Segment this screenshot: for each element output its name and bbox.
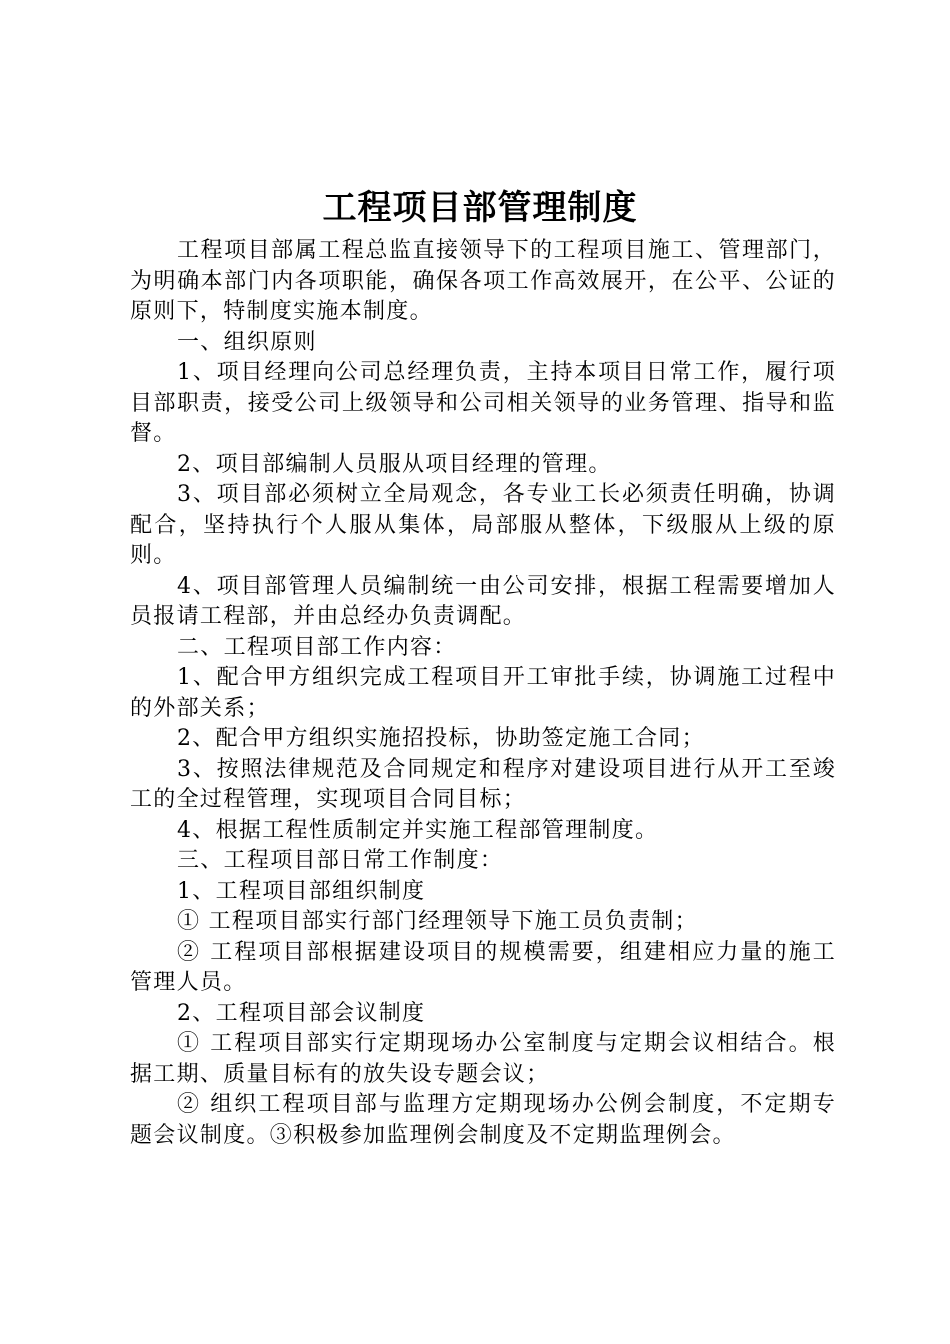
subheading-meeting-rules: 2、工程项目部会议制度 xyxy=(177,1000,426,1026)
intro-paragraph: 工程项目部属工程总监直接领导下的工程项目施工、管理部门，为明确本部门内各项职能，确保各项工作高效展开，在公平、公证的原则下，特制度实施本制度。 xyxy=(130,238,836,324)
document-title: 工程项目部管理制度 xyxy=(322,188,638,228)
work-item-1: 1、配合甲方组织完成工程项目开工审批手续，协调施工过程中的外部关系； xyxy=(130,665,836,721)
meeting-rule-1: ① 工程项目部实行定期现场办公室制度与定期会议相结合。根据工期、质量目标有的放失设专题会议； xyxy=(130,1031,836,1087)
org-item-4: 4、项目部管理人员编制统一由公司安排，根据工程需要增加人员报请工程部，并由总经办负责调配。 xyxy=(130,573,836,629)
section-heading-work-content: 二、工程项目部工作内容： xyxy=(177,634,457,660)
meeting-rule-2: ② 组织工程项目部与监理方定期现场办公例会制度，不定期专题会议制度。③积极参加监理例会制度及不定期监理例会。 xyxy=(130,1092,836,1148)
document-body xyxy=(130,236,836,1151)
org-rule-2: ② 工程项目部根据建设项目的规模需要，组建相应力量的施工管理人员。 xyxy=(130,939,836,995)
work-item-4: 4、根据工程性质制定并实施工程部管理制度。 xyxy=(177,817,659,843)
org-item-3: 3、项目部必须树立全局观念，各专业工长必须责任明确，协调配合，坚持执行个人服从集体，局部服从整体，下级服从上级的原则。 xyxy=(130,482,836,568)
org-item-1: 1、项目经理向公司总经理负责，主持本项目日常工作，履行项目部职责，接受公司上级领导和公司相关领导的业务管理、指导和监督。 xyxy=(130,360,836,446)
work-item-3: 3、按照法律规范及合同规定和程序对建设项目进行从开工至竣工的全过程管理，实现项目合同目标； xyxy=(130,756,836,812)
org-item-2: 2、项目部编制人员服从项目经理的管理。 xyxy=(177,451,612,477)
work-item-2: 2、配合甲方组织实施招投标，协助签定施工合同； xyxy=(177,726,705,751)
section-heading-daily-rules: 三、工程项目部日常工作制度： xyxy=(177,848,504,873)
org-rule-1: ① 工程项目部实行部门经理领导下施工员负责制； xyxy=(177,909,698,934)
section-heading-organization: 一、组织原则 xyxy=(177,329,317,355)
subheading-organization-rules: 1、工程项目部组织制度 xyxy=(177,878,426,904)
